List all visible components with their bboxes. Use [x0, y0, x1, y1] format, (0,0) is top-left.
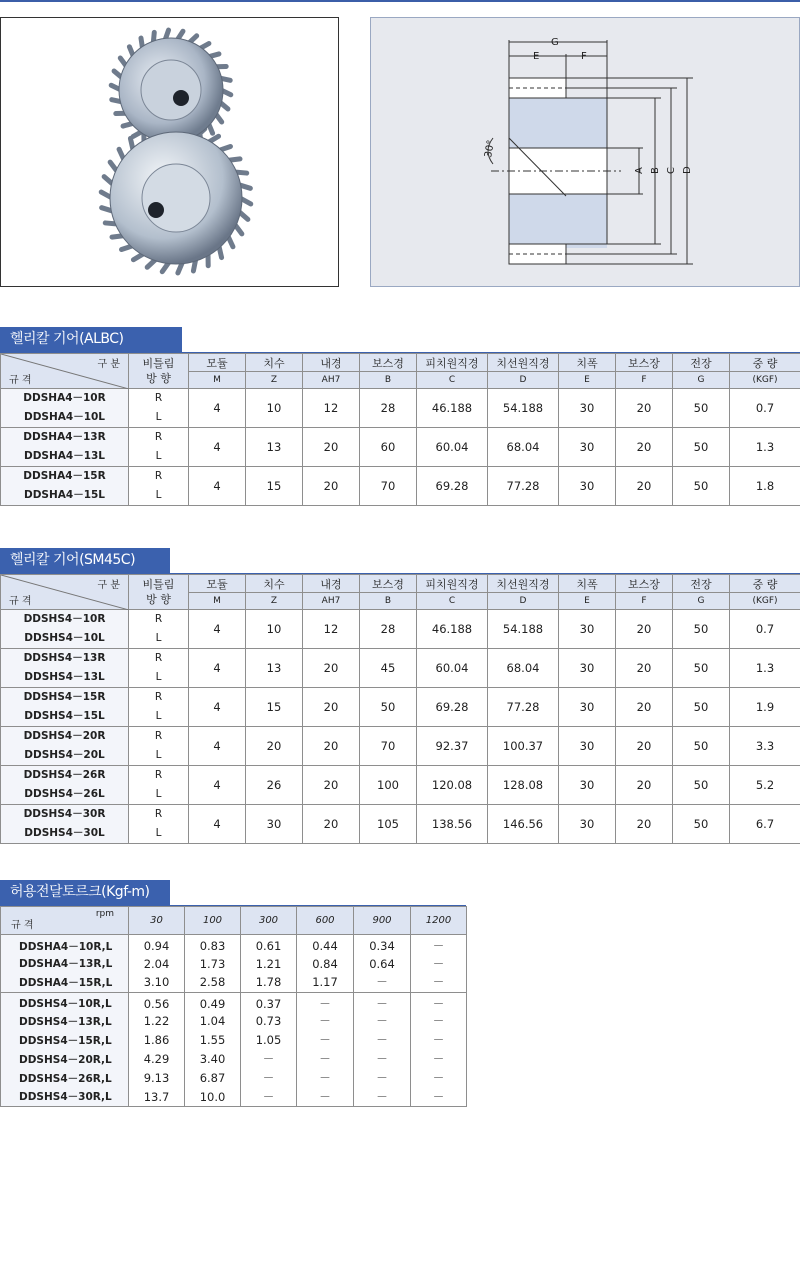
table-row — [1, 688, 800, 727]
spec-value: 20 — [246, 727, 303, 766]
spec-value: 30 — [559, 688, 616, 727]
spec-value: 50 — [673, 766, 730, 805]
spec-value: 4 — [189, 428, 246, 467]
torque-value: － — [297, 992, 354, 1012]
header-col-6: 치폭 — [559, 354, 616, 372]
header-col-3: 보스경 — [360, 575, 417, 593]
spec-value: 20 — [616, 805, 673, 844]
torque-value: － — [411, 1088, 467, 1107]
spec-value: 70 — [360, 727, 417, 766]
header-col-1: 치수 — [246, 354, 303, 372]
spec-value: 26 — [246, 766, 303, 805]
spec-value: 54.188 — [488, 389, 559, 428]
dim-g: G — [551, 37, 559, 48]
table-row — [1, 649, 800, 688]
table-row — [1, 992, 467, 1012]
spec-value: 46.188 — [417, 610, 488, 649]
spec-value: 100.37 — [488, 727, 559, 766]
header-col-2: 내경 — [303, 354, 360, 372]
item-code: DDSHS4－20R DDSHS4－20L — [1, 727, 129, 766]
spec-value: 5.2 — [730, 766, 800, 805]
spec-value: 46.188 — [417, 389, 488, 428]
torque-value: 1.17 — [297, 973, 354, 992]
table-row — [1, 766, 800, 805]
spec-value: 6.7 — [730, 805, 800, 844]
spec-value: 50 — [360, 688, 417, 727]
spec-value: 4 — [189, 766, 246, 805]
item-code: DDSHA4－13R,L — [1, 954, 129, 973]
header-gubun-gyugyeok — [1, 354, 129, 389]
spec-value: 50 — [673, 467, 730, 506]
item-code: DDSHS4－26R DDSHS4－26L — [1, 766, 129, 805]
rpm-label: rpm — [95, 909, 114, 919]
header-col-3: 보스경 — [360, 354, 417, 372]
spec-value: 77.28 — [488, 688, 559, 727]
torque-value: － — [297, 1069, 354, 1088]
header-gubun-gyugyeok — [1, 575, 129, 610]
dim-f: F — [581, 51, 587, 62]
spec-value: 15 — [246, 467, 303, 506]
header-gubun: 구 분 — [97, 580, 120, 591]
header-sym-2: AH7 — [303, 372, 360, 389]
torque-table — [0, 906, 467, 1107]
item-code: DDSHS4－26R,L — [1, 1069, 129, 1088]
header-sym-9: (KGF) — [730, 593, 800, 610]
spec-value: 30 — [559, 389, 616, 428]
header-sym-4: C — [417, 593, 488, 610]
spec-value: 0.7 — [730, 389, 800, 428]
spec-value: 20 — [616, 727, 673, 766]
torque-value: － — [354, 1088, 411, 1107]
item-code: DDSHA4－15R DDSHA4－15L — [1, 467, 129, 506]
table-row — [1, 1031, 467, 1050]
header-sym-5: D — [488, 593, 559, 610]
header-sym-7: F — [616, 372, 673, 389]
spec-value: 4 — [189, 389, 246, 428]
header-gyugyeok: 규 격 — [9, 596, 32, 607]
item-code: DDSHA4－10R DDSHA4－10L — [1, 389, 129, 428]
torque-value: 3.40 — [185, 1050, 241, 1069]
dim-a: A — [634, 167, 645, 174]
table-row — [1, 610, 800, 649]
torque-value: 1.78 — [241, 973, 297, 992]
table-row — [1, 1069, 467, 1088]
torque-value: 1.04 — [185, 1012, 241, 1031]
spec-value: 4 — [189, 727, 246, 766]
top-rule — [0, 0, 800, 2]
dim-c: C — [666, 167, 677, 174]
spec-value: 20 — [616, 389, 673, 428]
spec-value: 12 — [303, 389, 360, 428]
header-gubun: 구 분 — [97, 359, 120, 370]
table-row — [1, 954, 467, 973]
torque-value: 0.49 — [185, 992, 241, 1012]
twist-direction: R L — [129, 649, 189, 688]
table-row — [1, 935, 467, 955]
rpm-header: 600 — [297, 907, 354, 935]
header-sym-3: B — [360, 372, 417, 389]
torque-value: 0.64 — [354, 954, 411, 973]
spec-value: 68.04 — [488, 428, 559, 467]
torque-value: － — [241, 1050, 297, 1069]
header-sym-9: (KGF) — [730, 372, 800, 389]
spec-value: 20 — [303, 649, 360, 688]
rpm-header: 1200 — [411, 907, 467, 935]
header-col-6: 치폭 — [559, 575, 616, 593]
header-sym-1: Z — [246, 593, 303, 610]
item-code: DDSHS4－13R DDSHS4－13L — [1, 649, 129, 688]
sm45c-spec-table — [0, 574, 800, 844]
torque-value: － — [411, 992, 467, 1012]
header-col-2: 내경 — [303, 575, 360, 593]
twist-direction: R L — [129, 389, 189, 428]
torque-value: － — [411, 1012, 467, 1031]
header-sym-7: F — [616, 593, 673, 610]
torque-value: 1.73 — [185, 954, 241, 973]
torque-value: 0.83 — [185, 935, 241, 955]
spec-value: 20 — [303, 766, 360, 805]
torque-value: 13.7 — [129, 1088, 185, 1107]
spec-value: 13 — [246, 649, 303, 688]
twist-direction: R L — [129, 467, 189, 506]
twist-direction: R L — [129, 766, 189, 805]
torque-value: － — [354, 992, 411, 1012]
torque-value: － — [241, 1088, 297, 1107]
torque-value: － — [411, 1031, 467, 1050]
spec-value: 20 — [303, 727, 360, 766]
torque-value: － — [411, 1069, 467, 1088]
spec-value: 69.28 — [417, 467, 488, 506]
twist-direction: R L — [129, 805, 189, 844]
spec-value: 30 — [559, 727, 616, 766]
torque-value: 0.34 — [354, 935, 411, 955]
spec-value: 20 — [303, 428, 360, 467]
torque-value: 3.10 — [129, 973, 185, 992]
header-col-5: 치선원직경 — [488, 354, 559, 372]
torque-value: 0.44 — [297, 935, 354, 955]
item-code: DDSHS4－10R DDSHS4－10L — [1, 610, 129, 649]
spec-value: 20 — [303, 688, 360, 727]
spec-value: 128.08 — [488, 766, 559, 805]
torque-header-corner — [1, 907, 129, 935]
torque-value: － — [354, 1012, 411, 1031]
header-sym-3: B — [360, 593, 417, 610]
spec-value: 30 — [559, 766, 616, 805]
item-code: DDSHA4－15R,L — [1, 973, 129, 992]
header-col-1: 치수 — [246, 575, 303, 593]
torque-value: － — [354, 1050, 411, 1069]
spec-value: 138.56 — [417, 805, 488, 844]
header-col-8: 전장 — [673, 575, 730, 593]
item-code: DDSHS4－13R,L — [1, 1012, 129, 1031]
header-sym-8: G — [673, 372, 730, 389]
spec-value: 4 — [189, 688, 246, 727]
header-sym-6: E — [559, 593, 616, 610]
spec-value: 1.8 — [730, 467, 800, 506]
table-row — [1, 428, 800, 467]
spec-value: 1.3 — [730, 428, 800, 467]
spec-value: 12 — [303, 610, 360, 649]
torque-value: 1.22 — [129, 1012, 185, 1031]
spec-value: 20 — [616, 467, 673, 506]
item-code: DDSHS4－20R,L — [1, 1050, 129, 1069]
spec-value: 54.188 — [488, 610, 559, 649]
spec-value: 30 — [559, 805, 616, 844]
rpm-header: 300 — [241, 907, 297, 935]
spec-value: 13 — [246, 428, 303, 467]
header-col-5: 치선원직경 — [488, 575, 559, 593]
spec-value: 50 — [673, 805, 730, 844]
rpm-header: 100 — [185, 907, 241, 935]
torque-value: 4.29 — [129, 1050, 185, 1069]
spec-value: 15 — [246, 688, 303, 727]
table-row — [1, 389, 800, 428]
spec-value: 20 — [616, 610, 673, 649]
header-col-9: 중 량 — [730, 575, 800, 593]
header-col-0: 모듈 — [189, 575, 246, 593]
spec-value: 20 — [616, 688, 673, 727]
twist-direction: R L — [129, 688, 189, 727]
spec-value: 20 — [616, 649, 673, 688]
header-sym-6: E — [559, 372, 616, 389]
table-row — [1, 805, 800, 844]
item-code: DDSHS4－10R,L — [1, 992, 129, 1012]
torque-value: 0.84 — [297, 954, 354, 973]
torque-value: － — [241, 1069, 297, 1088]
spec-value: 50 — [673, 688, 730, 727]
spec-value: 30 — [559, 428, 616, 467]
spec-value: 1.9 — [730, 688, 800, 727]
header-sym-0: M — [189, 372, 246, 389]
helical-gear-pair-image — [1, 18, 338, 286]
header-sym-0: M — [189, 593, 246, 610]
torque-value: 0.94 — [129, 935, 185, 955]
torque-value: － — [411, 954, 467, 973]
spec-value: 50 — [673, 610, 730, 649]
product-photo — [0, 17, 339, 287]
spec-value: 0.7 — [730, 610, 800, 649]
spec-value: 4 — [189, 649, 246, 688]
header-sym-5: D — [488, 372, 559, 389]
spec-value: 20 — [616, 766, 673, 805]
torque-value: － — [411, 973, 467, 992]
spec-value: 30 — [559, 610, 616, 649]
dimension-diagram — [370, 17, 800, 287]
torque-value: － — [354, 1031, 411, 1050]
header-sym-2: AH7 — [303, 593, 360, 610]
spec-value: 3.3 — [730, 727, 800, 766]
torque-value: 1.21 — [241, 954, 297, 973]
spec-value: 146.56 — [488, 805, 559, 844]
header-sym-4: C — [417, 372, 488, 389]
torque-value: － — [297, 1012, 354, 1031]
twist-direction: R L — [129, 428, 189, 467]
spec-value: 50 — [673, 649, 730, 688]
torque-value: 2.58 — [185, 973, 241, 992]
header-gyugyeok: 규 격 — [9, 375, 32, 386]
spec-value: 28 — [360, 389, 417, 428]
header-col-8: 전장 — [673, 354, 730, 372]
spec-value: 70 — [360, 467, 417, 506]
table-row — [1, 467, 800, 506]
spec-value: 30 — [246, 805, 303, 844]
header-col-7: 보스장 — [616, 354, 673, 372]
torque-value: 1.05 — [241, 1031, 297, 1050]
spec-value: 10 — [246, 389, 303, 428]
spec-value: 77.28 — [488, 467, 559, 506]
header-col-4: 피치원직경 — [417, 575, 488, 593]
item-code: DDSHA4－10R,L — [1, 935, 129, 955]
header-col-9: 중 량 — [730, 354, 800, 372]
header-col-4: 피치원직경 — [417, 354, 488, 372]
spec-value: 60 — [360, 428, 417, 467]
table-row — [1, 1050, 467, 1069]
spec-value: 20 — [303, 467, 360, 506]
angle-30: 30° — [483, 139, 498, 159]
section-title-albc: 헬리칼 기어(ALBC) — [0, 327, 182, 352]
table-row — [1, 973, 467, 992]
dim-e: E — [533, 51, 540, 62]
torque-value: 6.87 — [185, 1069, 241, 1088]
spec-value: 28 — [360, 610, 417, 649]
header-direction: 비틀림 방 향 — [129, 575, 189, 610]
rpm-header: 900 — [354, 907, 411, 935]
spec-value: 45 — [360, 649, 417, 688]
spec-value: 68.04 — [488, 649, 559, 688]
spec-value: 1.3 — [730, 649, 800, 688]
torque-value: 1.86 — [129, 1031, 185, 1050]
spec-value: 105 — [360, 805, 417, 844]
gyugyeok-label: 규 격 — [11, 920, 34, 931]
header-col-0: 모듈 — [189, 354, 246, 372]
torque-value: － — [297, 1031, 354, 1050]
spec-value: 20 — [303, 805, 360, 844]
item-code: DDSHS4－15R DDSHS4－15L — [1, 688, 129, 727]
torque-value: － — [297, 1050, 354, 1069]
item-code: DDSHS4－30R,L — [1, 1088, 129, 1107]
dim-d: D — [682, 166, 693, 174]
spec-value: 30 — [559, 649, 616, 688]
spec-value: 10 — [246, 610, 303, 649]
table-row — [1, 1088, 467, 1107]
spec-value: 50 — [673, 727, 730, 766]
albc-spec-table — [0, 353, 800, 506]
item-code: DDSHS4－15R,L — [1, 1031, 129, 1050]
header-sym-1: Z — [246, 372, 303, 389]
torque-value: 0.61 — [241, 935, 297, 955]
spec-value: 4 — [189, 467, 246, 506]
section-title-sm45c: 헬리칼 기어(SM45C) — [0, 548, 170, 573]
dim-b: B — [650, 167, 661, 174]
torque-value: － — [354, 1069, 411, 1088]
spec-value: 4 — [189, 805, 246, 844]
header-sym-8: G — [673, 593, 730, 610]
twist-direction: R L — [129, 610, 189, 649]
section-title-torque: 허용전달토르크(Kgf-m) — [0, 880, 170, 905]
spec-value: 120.08 — [417, 766, 488, 805]
torque-value: － — [297, 1088, 354, 1107]
torque-value: － — [354, 973, 411, 992]
header-direction: 비틀림 방 향 — [129, 354, 189, 389]
spec-value: 4 — [189, 610, 246, 649]
torque-value: 1.55 — [185, 1031, 241, 1050]
spec-value: 50 — [673, 389, 730, 428]
rpm-header: 30 — [129, 907, 185, 935]
torque-value: 2.04 — [129, 954, 185, 973]
spec-value: 60.04 — [417, 428, 488, 467]
header-col-7: 보스장 — [616, 575, 673, 593]
torque-value: 0.56 — [129, 992, 185, 1012]
spec-value: 30 — [559, 467, 616, 506]
torque-value: 0.73 — [241, 1012, 297, 1031]
torque-value: 10.0 — [185, 1088, 241, 1107]
spec-value: 100 — [360, 766, 417, 805]
item-code: DDSHA4－13R DDSHA4－13L — [1, 428, 129, 467]
spec-value: 50 — [673, 428, 730, 467]
torque-value: 0.37 — [241, 992, 297, 1012]
torque-value: － — [411, 1050, 467, 1069]
twist-direction: R L — [129, 727, 189, 766]
torque-value: 9.13 — [129, 1069, 185, 1088]
spec-value: 20 — [616, 428, 673, 467]
table-row — [1, 727, 800, 766]
spec-value: 60.04 — [417, 649, 488, 688]
item-code: DDSHS4－30R DDSHS4－30L — [1, 805, 129, 844]
spec-value: 69.28 — [417, 688, 488, 727]
torque-value: － — [411, 935, 467, 955]
table-row — [1, 1012, 467, 1031]
spec-value: 92.37 — [417, 727, 488, 766]
